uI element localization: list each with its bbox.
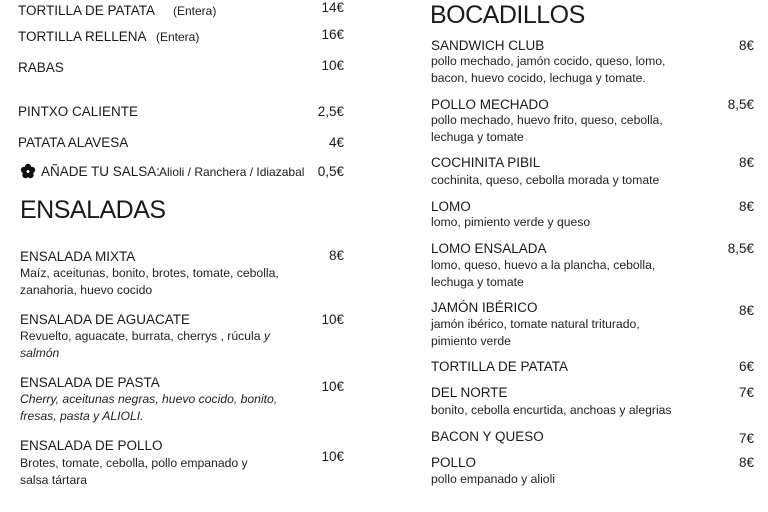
salad-name: ENSALADA MIXTA	[20, 249, 136, 264]
bocadillo-price: 8,5€	[727, 241, 754, 256]
salad-price: 8€	[328, 248, 344, 263]
bocadillo-name: LOMO	[431, 199, 471, 214]
bocadillo-price: 8,5€	[727, 97, 754, 112]
bocadillo-desc: lomo, queso, huevo a la plancha, cebolla, lechuga y tomate	[431, 258, 656, 289]
bocadillo-name: POLLO MECHADO	[431, 97, 549, 112]
salad-name: ENSALADA DE PASTA	[20, 375, 160, 390]
bocadillo-name: SANDWICH CLUB	[431, 38, 545, 53]
bocadillo-price: 8€	[738, 303, 754, 318]
item-name: PINTXO CALIENTE	[18, 104, 139, 119]
item-price: 14€	[321, 0, 344, 15]
bocadillo-price: 8€	[738, 455, 754, 470]
bocadillo-name: COCHINITA PIBIL	[431, 155, 541, 170]
bocadillo-desc: cochinita, queso, cebolla morada y tomate	[431, 173, 660, 187]
item-note: (Entera)	[173, 4, 217, 18]
bocadillo-name: BACON Y QUESO	[431, 429, 544, 444]
bocadillo-desc: pollo empanado y alioli	[431, 472, 555, 486]
salad-desc: Brotes, tomate, cebolla, pollo empanado y salsa tártara	[20, 456, 248, 487]
bocadillo-desc: jamón ibérico, tomate natural triturado, pimiento verde	[431, 317, 640, 348]
bocadillo-name: LOMO ENSALADA	[431, 241, 547, 256]
item-name: TORTILLA DE PATATA	[18, 3, 156, 18]
salad-price: 10€	[321, 449, 344, 464]
item-price: 10€	[321, 58, 344, 73]
bocadillo-name: TORTILLA DE PATATA	[431, 359, 569, 374]
bocadillo-desc: lomo, pimiento verde y queso	[431, 215, 591, 229]
item-name: PATATA ALAVESA	[18, 135, 129, 150]
bocadillo-price: 8€	[738, 155, 754, 170]
salad-desc	[20, 328, 280, 361]
item-note: (Entera)	[156, 30, 200, 44]
salad-desc: Maíz, aceitunas, bonito, brotes, tomate, cebolla, zanahoria, huevo cocido	[20, 266, 279, 297]
salad-desc-italic: y salmón	[20, 329, 270, 360]
bocadillo-desc: bonito, cebolla encurtida, anchoas y alegrias	[431, 403, 672, 417]
item-price: 4€	[328, 135, 344, 150]
salad-price: 10€	[321, 312, 344, 327]
item-name: TORTILLA RELLENA	[18, 29, 147, 44]
bocadillo-name: JAMÓN IBÉRICO	[431, 300, 538, 315]
sauce-price: 0,5€	[317, 164, 344, 179]
salad-desc: Cherry, aceitunas negras, huevo cocido, bonito, fresas, pasta y ALIOLI.	[20, 392, 278, 423]
salad-name: ENSALADA DE AGUACATE	[20, 312, 191, 327]
bocadillo-name: POLLO	[431, 455, 477, 470]
bocadillo-desc: pollo mechado, huevo frito, queso, cebolla, lechuga y tomate	[431, 113, 663, 144]
section-title: ENSALADAS	[20, 196, 166, 224]
item-price: 16€	[321, 27, 344, 42]
bocadillo-price: 8€	[738, 38, 754, 53]
item-name: RABAS	[18, 60, 64, 75]
bocadillo-name: DEL NORTE	[431, 385, 508, 400]
bocadillo-price: 6€	[738, 359, 754, 374]
bocadillo-price: 7€	[738, 431, 754, 446]
sauce-options: Alioli / Ranchera / Idiazabal	[159, 165, 305, 179]
bocadillo-desc: pollo mechado, jamón cocido, queso, lomo, bacon, huevo cocido, lechuga y tomate.	[431, 54, 666, 85]
item-price: 2,5€	[317, 104, 344, 119]
section-title: BOCADILLOS	[430, 1, 585, 29]
salad-desc-plain: Revuelto, aguacate, burrata, cherrys , rúcula	[20, 329, 264, 343]
salad-name: ENSALADA DE POLLO	[20, 438, 163, 453]
flower-icon	[20, 163, 36, 179]
salad-price: 10€	[321, 379, 344, 394]
bocadillo-price: 8€	[738, 199, 754, 214]
bocadillo-price: 7€	[738, 385, 754, 400]
sauce-label: AÑADE TU SALSA:	[41, 164, 161, 179]
